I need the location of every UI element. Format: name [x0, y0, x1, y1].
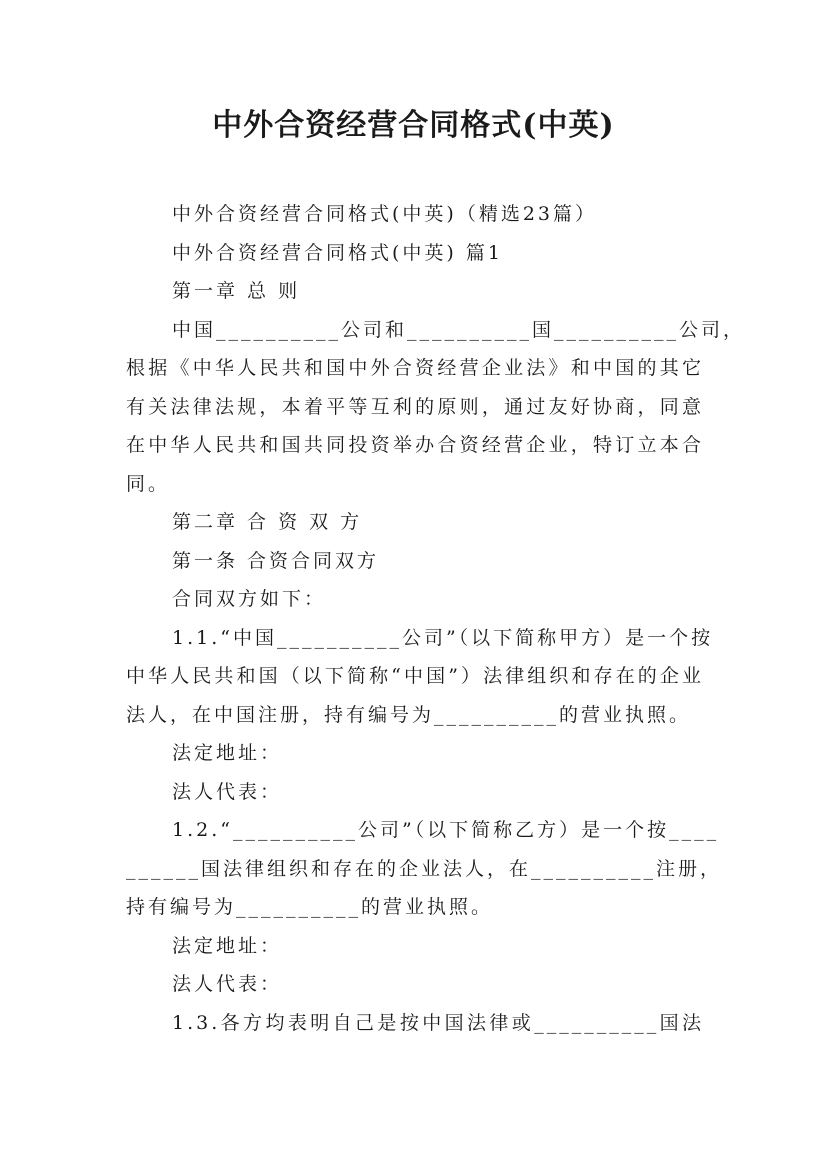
paragraph-line: 有关法律法规，本着平等互利的原则，通过友好协商，同意 — [126, 395, 704, 418]
paragraph-line: 中外合资经营合同格式(中英)（精选23篇） — [172, 203, 598, 225]
paragraph-line: 在中华人民共和国共同投资举办合资经营企业，特订立本合 — [126, 434, 704, 456]
paragraph-line: 中华人民共和国（以下简称“中国”）法律组织和存在的企业 — [126, 665, 704, 687]
paragraph-line: 1.3.各方均表明自己是按中国法律或__________国法 — [172, 1011, 704, 1034]
paragraph-line: 第二章 合 资 双 方 — [172, 511, 363, 533]
paragraph-line: 中外合资经营合同格式(中英) 篇1 — [172, 241, 503, 264]
paragraph-line: 同。 — [126, 472, 171, 495]
paragraph-line: 中国__________公司和__________国__________公司， — [172, 318, 746, 341]
paragraph-line: 法定地址： — [172, 934, 283, 957]
paragraph-line: ______国法律组织和存在的企业法人，在__________注册， — [126, 857, 723, 880]
document-body — [126, 195, 746, 1042]
document-title: 中外合资经营合同格式(中英) — [212, 108, 615, 143]
paragraph-line: 1.1.“中国__________公司”（以下简称甲方）是一个按 — [172, 626, 714, 649]
paragraph-line: 第一条 合资合同双方 — [172, 549, 380, 572]
paragraph-line: 1.2.“__________公司”（以下简称乙方）是一个按____ — [172, 819, 720, 841]
paragraph-line: 法人代表： — [172, 973, 283, 995]
paragraph-line: 合同双方如下： — [172, 588, 327, 610]
paragraph-line: 持有编号为__________的营业执照。 — [126, 896, 494, 918]
paragraph-line: 第一章 总 则 — [172, 280, 301, 302]
paragraph-line: 法人，在中国注册，持有编号为__________的营业执照。 — [126, 703, 692, 726]
paragraph-line: 根据《中华人民共和国中外合资经营企业法》和中国的其它 — [126, 357, 704, 379]
paragraph-line: 法定地址： — [172, 742, 283, 764]
paragraph-line: 法人代表： — [172, 780, 283, 803]
